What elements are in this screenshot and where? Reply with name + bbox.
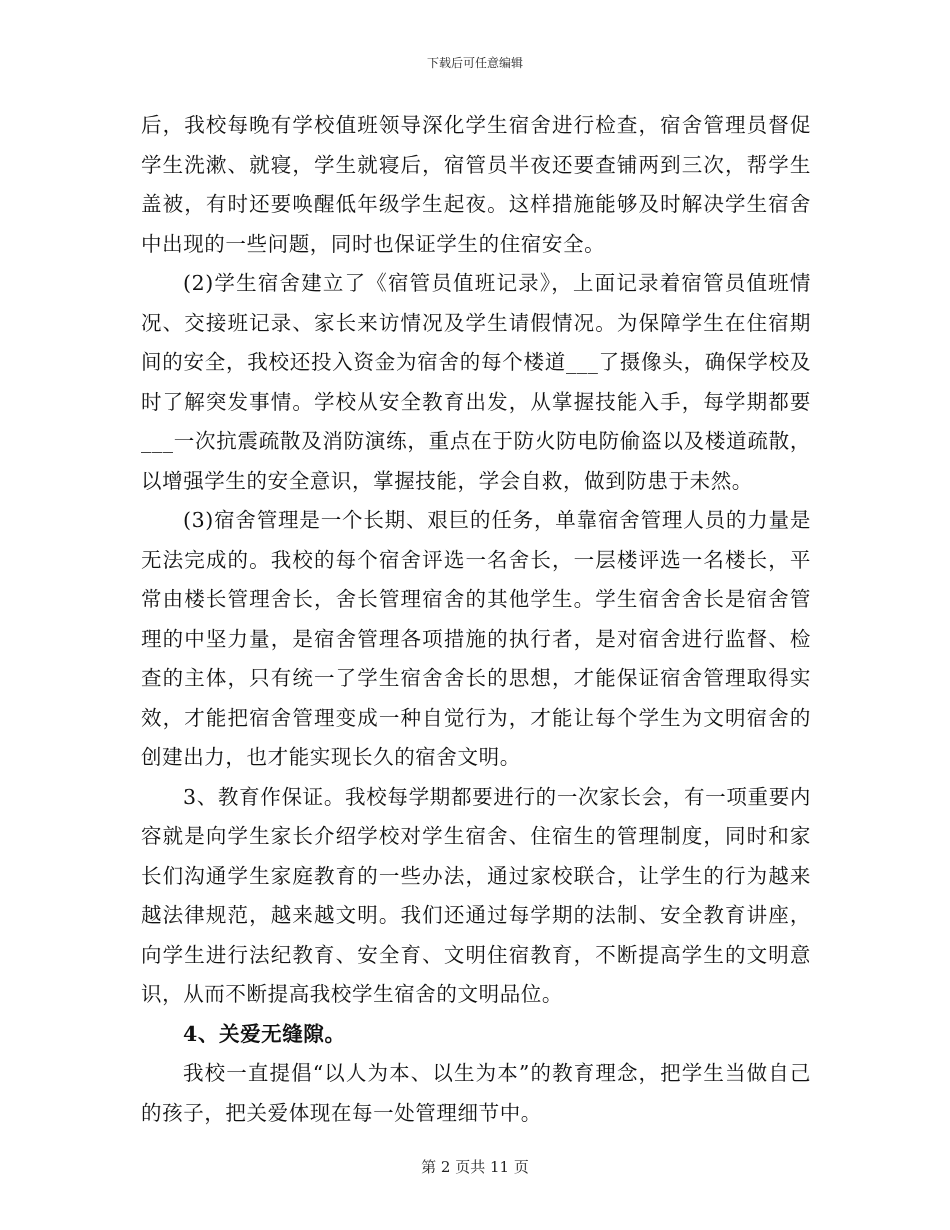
page-footer: 第 2 页共 11 页 [421,1158,529,1176]
paragraph-education: 3、教育作保证。我校每学期都要进行的一次家长会，有一项重要内容就是向学生家长介绍学校对学生宿舍、住宿生的管理制度，同时和家长们沟通学生家庭教育的一些办法，通过家校联合，让学生的行为越来越法律规范，越来越文明。我们还通过每学期的法制、安全教育讲座，向学生进行法纪教育、安全育、文明住宿教育，不断提高学生的文明意识，从而不断提高我校学生宿舍的文明品位。 [141,784,811,1006]
paragraph-dorm-inspection: 后，我校每晚有学校值班领导深化学生宿舍进行检查，宿舍管理员督促学生洗漱、就寝，学生就寝后，宿管员半夜还要查铺两到三次，帮学生盖被，有时还要唤醒低年级学生起夜。这样措施能够及时解决学生宿舍中出现的一些问题，同时也保证学生的住宿安全。 [141,113,811,256]
paragraph-duty-record: (2)学生宿舍建立了《宿管员值班记录》，上面记录着宿管员值班情况、交接班记录、家长来访情况及学生请假情况。为保障学生在住宿期间的安全，我校还投入资金为宿舍的每个楼道___了摄像头，确保学校及时了解突发事情。学校从安全教育出发，从掌握技能入手，每学期都要___一次抗震疏散及消防演练，重点在于防火防电防偷盗以及楼道疏散，以增强学生的安全意识，掌握技能，学会自救，做到防患于未然。 [141,271,811,493]
paragraph-care: 我校一直提倡“以人为本、以生为本”的教育理念，把学生当做自己的孩子，把关爱体现在每一处管理细节中。 [141,1061,811,1125]
page-header: 下载后可任意编辑 [426,56,523,70]
section-heading-care: 4、关爱无缝隙。 [183,1021,346,1046]
paragraph-dorm-leaders: (3)宿舍管理是一个长期、艰巨的任务，单靠宿舍管理人员的力量是无法完成的。我校的每个宿舍评选一名舍长，一层楼评选一名楼长，平常由楼长管理舍长，舍长管理宿舍的其他学生。学生宿舍舍长是宿舍管理的中坚力量，是宿舍管理各项措施的执行者，是对宿舍进行监督、检查的主体，只有统一了学生宿舍舍长的思想，才能保证宿舍管理取得实效，才能把宿舍管理变成一种自觉行为，才能让每个学生为文明宿舍的创建出力，也才能实现长久的宿舍文明。 [141,508,811,769]
document-body [141,106,811,1133]
